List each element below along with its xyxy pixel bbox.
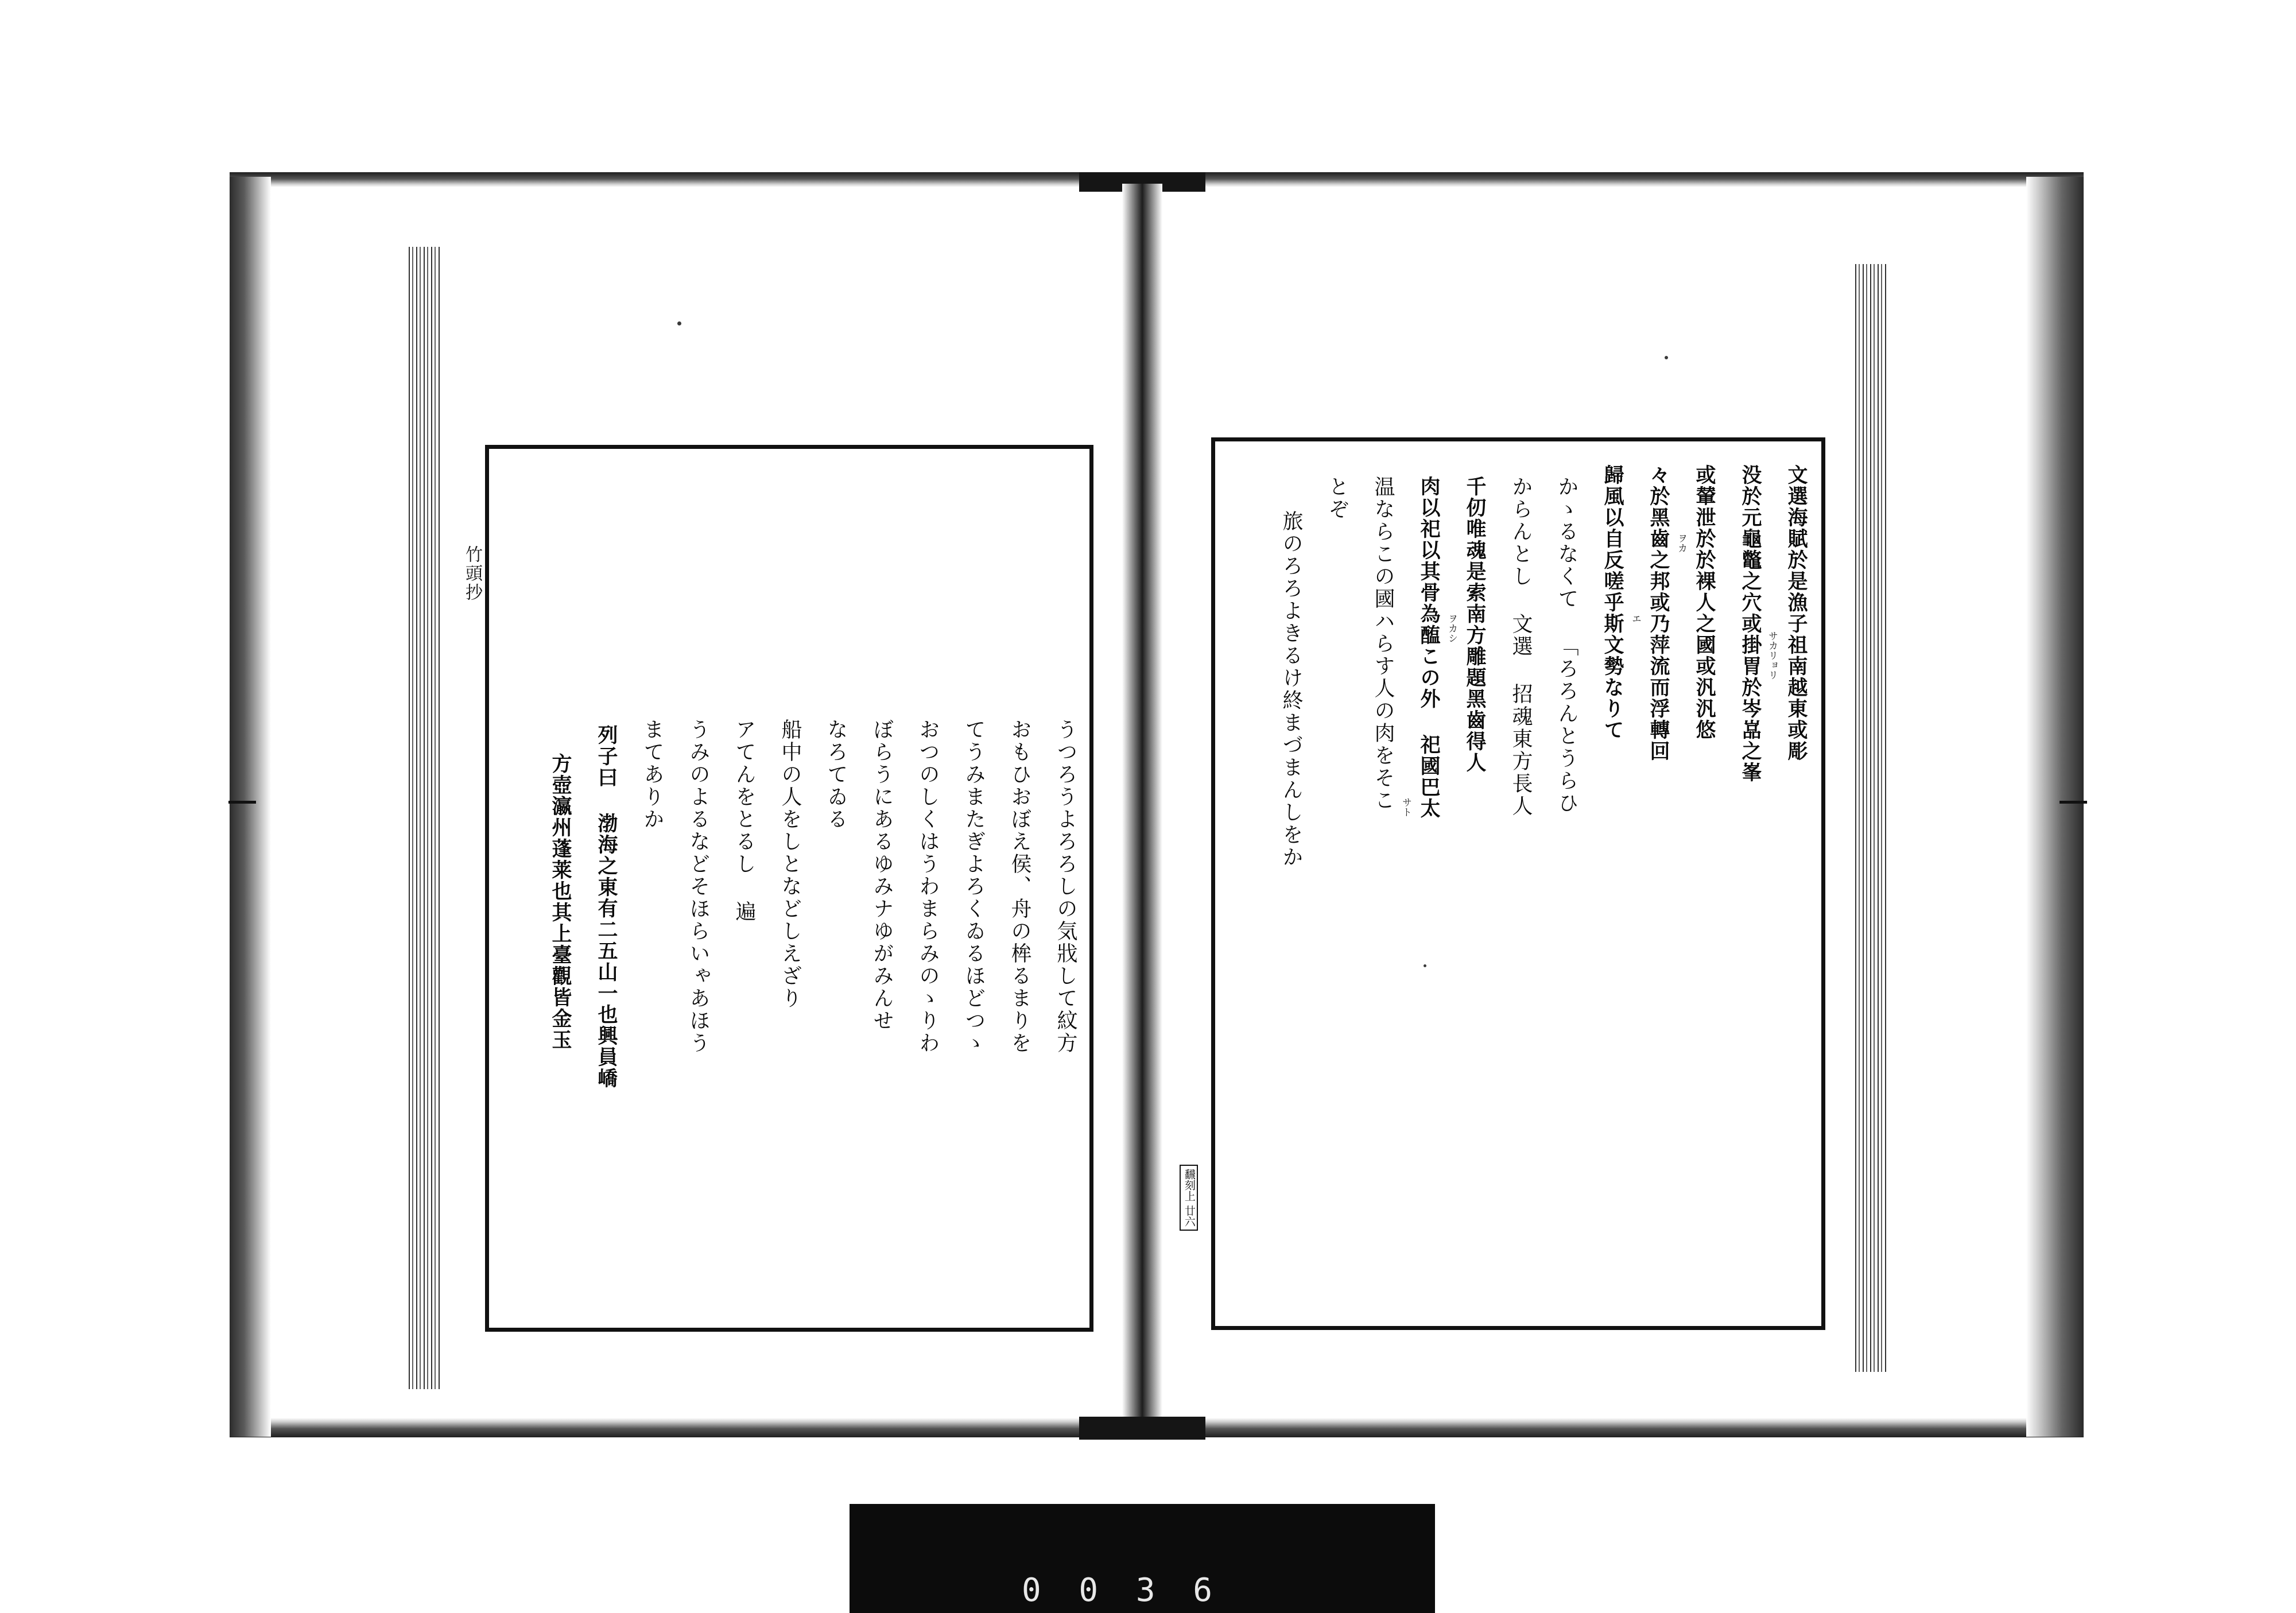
right-column-4: 々於黑齒之邦或乃萍流而浮轉回 (1647, 464, 1670, 762)
right-column-10: 温ならこの國ハらす人の肉をそこ (1371, 476, 1395, 812)
left-column-1: うつろうよろろしの気戕して紋方 (1054, 719, 1077, 1054)
right-column-1: 文選海賦於是漁子祖南越東或彫 (1785, 464, 1808, 762)
register-tick-left (228, 801, 256, 804)
scan-speck (1665, 356, 1668, 359)
scan-speck (677, 321, 681, 325)
left-column-12-kanbun: 方壺瀛州蓬莱也其上臺觀皆金玉 (549, 753, 572, 1050)
right-column-8: 千仞唯魂是索南方雕題黑齒得人 (1463, 476, 1487, 773)
film-frame-code: 0 0 3 6 (1022, 1572, 1222, 1609)
left-text-frame (485, 445, 1093, 1332)
right-text-frame (1182, 437, 1825, 1330)
page-number-stamp: 飜刻上 廿六 (1180, 1165, 1198, 1231)
right-column-6: かゝるなくて 「ろろんとうらひ (1555, 476, 1578, 815)
leaf-stack-left (409, 247, 441, 1389)
left-column-3: てうみまたぎよろくゐるほどつゝ (962, 719, 986, 1054)
left-column-4: おつのしくはうわまらみのゝりわ (916, 719, 940, 1054)
gutter-bottom-cap (1079, 1417, 1205, 1440)
ruby-gloss-2: ヲカ (1676, 533, 1687, 553)
right-column-11: とぞ (1325, 476, 1349, 521)
scan-speck (1424, 964, 1426, 967)
right-column-5: 歸風以自反嗟乎斯文勢なりて (1601, 464, 1624, 740)
right-column-12: 旅のろろよきるけ終まづまんしをか (1279, 510, 1303, 868)
left-column-5: ぼらうにあるゆみナゆがみんせ (870, 719, 894, 1032)
ruby-gloss-3: エ (1630, 614, 1641, 623)
right-column-7: からんとし 文選 招魂東方長人 (1509, 476, 1533, 817)
left-column-11-kanbun: 列子曰 渤海之東有二五山一也興員嶠 (595, 724, 618, 1089)
left-column-8: アてんをとるし 遍 (732, 719, 756, 923)
scan-edge-left (230, 177, 271, 1437)
left-column-7: 船中の人をしとなどしえざり (778, 719, 802, 1010)
right-column-3: 或輦泄於於裸人之國或汎汎悠 (1693, 464, 1716, 740)
leaf-stack-right (1855, 264, 1887, 1372)
ruby-gloss-5: サト (1400, 797, 1411, 817)
left-column-2: おもひおぼえ侯、舟の桙るまりを (1008, 719, 1031, 1054)
left-column-6: なろてゐる (824, 719, 848, 831)
ruby-gloss-4: ヲカシ (1446, 614, 1457, 643)
scan-edge-right (2026, 177, 2084, 1437)
film-frame-strip (850, 1504, 1435, 1613)
left-column-10: まてありか (641, 719, 664, 831)
left-column-9: うみのよるなどそほらいゃあほう (687, 719, 710, 1054)
register-tick-right (2060, 801, 2087, 804)
spine-label: 竹頭抄 (462, 545, 482, 602)
ruby-gloss-1: サカリョリ (1766, 631, 1778, 680)
right-column-2: 没於元龜鼈之穴或掛胃於岑嵓之峯 (1739, 464, 1762, 783)
right-column-9: 肉以祀以其骨為醢この外 祀國巴太 (1417, 476, 1441, 819)
book-gutter (1122, 184, 1162, 1435)
